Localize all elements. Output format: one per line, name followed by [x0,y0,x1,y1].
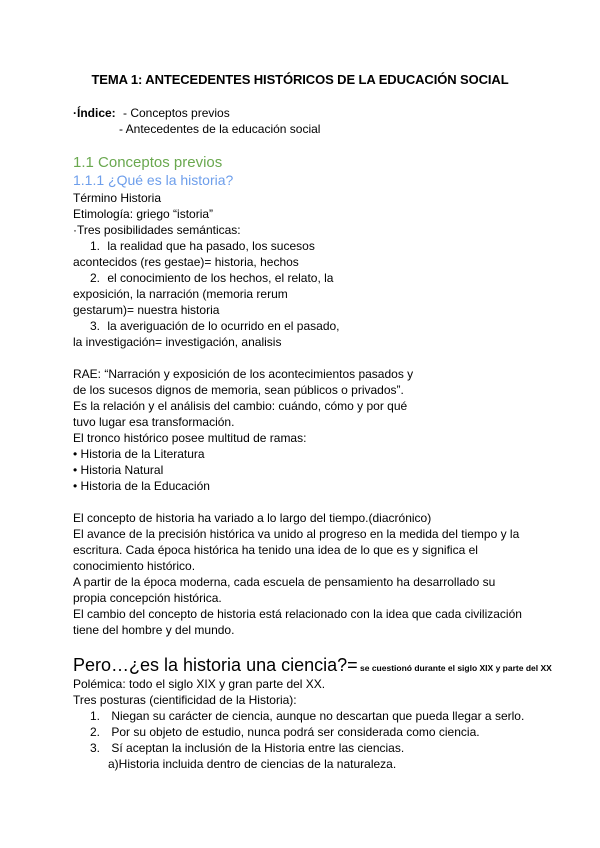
rae-line: RAE: “Narración y exposición de los acontecimientos pasados y [73,367,414,381]
possibility-text: exposición, la narración (memoria rerum [73,287,288,301]
posture-item [90,741,404,756]
rae-line: tuvo lugar esa transformación. [73,415,235,429]
concept-line: El avance de la precisión histórica va unido al progreso en la medida del tiempo y la [73,527,520,541]
index-item: - Antecedentes de la educación social [119,122,321,136]
page-title: TEMA 1: ANTECEDENTES HISTÓRICOS DE LA EDUCACIÓN SOCIAL [91,72,509,87]
possibility-text: el conocimiento de los hechos, el relato, la [107,271,334,285]
possibility-item [90,271,333,286]
list-number: 1. [90,239,101,253]
question-text: Pero…¿es la historia una ciencia?= [73,655,358,675]
possibility-text: la realidad que ha pasado, los sucesos [107,239,315,253]
possibility-item [90,239,315,254]
concept-line: tiene del hombre y del mundo. [73,623,235,637]
rae-line: de los sucesos dignos de memoria, sean públicos o privados”. [73,383,404,397]
concept-line: El concepto de historia ha variado a lo largo del tiempo.(diacrónico) [73,511,432,525]
question-note: se cuestionó durante el siglo XIX y parte del XX [357,663,552,673]
index-heading [73,106,230,121]
index-item: - Conceptos previos [123,106,230,120]
possibility-text: la investigación= investigación, analisis [73,335,282,349]
list-number: 3. [90,319,101,333]
posture-text: Sí aceptan la inclusión de la Historia entre las ciencias. [111,741,405,755]
term-line: Término Historia [73,191,162,205]
concept-line: propia concepción histórica. [73,591,222,605]
rae-line: El tronco histórico posee multitud de ramas: [73,431,307,445]
possibility-text: la averiguación de lo ocurrido en el pasado, [107,319,340,333]
branch-item: • Historia de la Literatura [73,447,205,461]
concept-line: escritura. Cada época histórica ha tenido una idea de lo que es y significa el [73,543,478,557]
concept-line: conocimiento histórico. [73,559,196,573]
branch-item: • Historia de la Educación [73,479,210,493]
etymology-line: Etimología: griego “istoria” [73,207,214,221]
sub-item: a)Historia incluida dentro de ciencias de la naturaleza. [108,757,397,771]
question-heading [73,654,552,676]
section-heading-1-1: 1.1 Conceptos previos [73,154,223,171]
polemic-line: Polémica: todo el siglo XIX y gran parte del XX. [73,677,326,691]
possibility-text: gestarum)= nuestra historia [73,303,220,317]
branch-item: • Historia Natural [73,463,164,477]
possibility-text: acontecidos (res gestae)= historia, hechos [73,255,299,269]
index-label: ·Índice: [73,106,116,120]
posture-text: Por su objeto de estudio, nunca podrá ser considerada como ciencia. [111,725,480,739]
posture-item [90,725,480,740]
list-number: 3. [90,741,101,755]
section-heading-1-1-1: 1.1.1 ¿Qué es la historia? [73,172,234,188]
list-number: 2. [90,725,101,739]
posture-text: Niegan su carácter de ciencia, aunque no descartan que pueda llegar a serlo. [111,709,525,723]
possibilities-intro: ·Tres posibilidades semánticas: [73,223,241,237]
possibility-item [90,319,340,334]
posture-item [90,709,524,724]
concept-line: A partir de la época moderna, cada escuela de pensamiento ha desarrollado su [73,575,496,589]
list-number: 1. [90,709,101,723]
rae-line: Es la relación y el análisis del cambio: cuándo, cómo y por qué [73,399,408,413]
list-number: 2. [90,271,101,285]
postures-intro: Tres posturas (cientificidad de la Historia): [73,693,297,707]
concept-line: El cambio del concepto de historia está relacionado con la idea que cada civilización [73,607,522,621]
